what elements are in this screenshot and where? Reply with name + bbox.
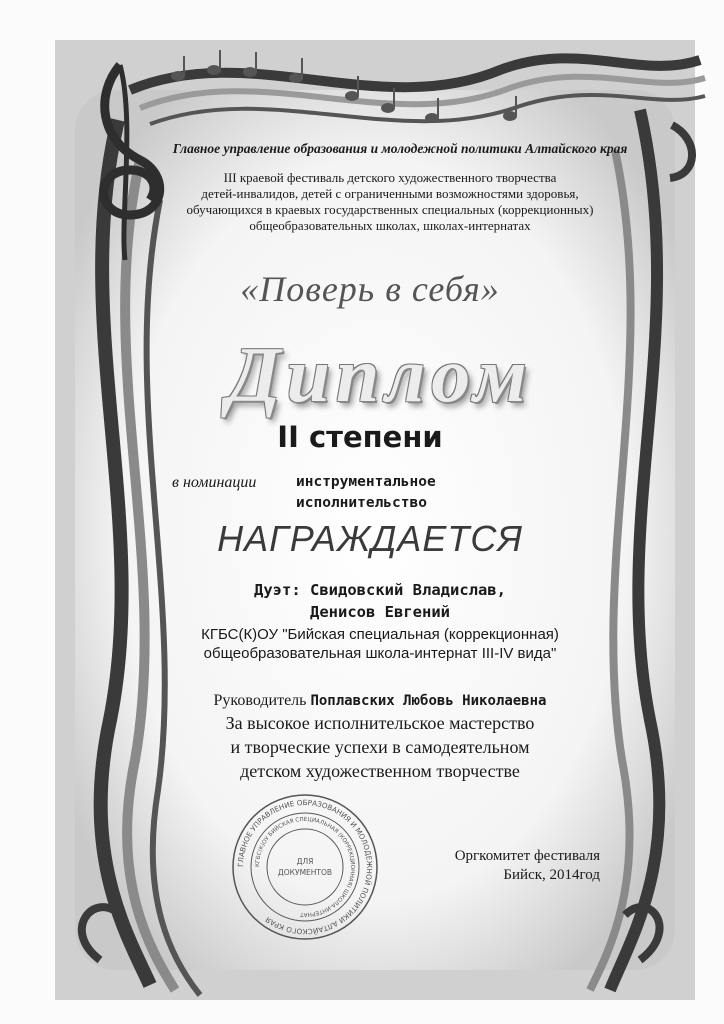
organization-name: Главное управление образования и молодежной политики Алтайского края — [172, 141, 628, 156]
school-line: общеобразовательная школа-интернат III-IV вида" — [203, 645, 557, 662]
nomination-value-line: исполнительство — [296, 495, 427, 511]
diploma-title: Диплом — [227, 331, 533, 418]
leader-label: Руководитель — [213, 692, 307, 709]
diploma-degree: II степени — [277, 420, 443, 454]
official-stamp — [230, 792, 380, 942]
leader-name: Поплавских Любовь Николаевна — [310, 693, 547, 709]
merit-line: За высокое исполнительское мастерство — [225, 713, 535, 733]
committee-line: Оргкомитет фестиваля — [454, 848, 600, 864]
school-line: КГБС(К)ОУ "Бийская специальная (коррекционная) — [201, 626, 559, 643]
stamp-inner-ring-text: КГБС(К)ОУ БИЙСКАЯ СПЕЦИАЛЬНАЯ (КОРРЕКЦИОННАЯ) ШКОЛА-ИНТЕРНАТ — [254, 816, 356, 918]
festival-line: обучающихся в краевых государственных специальных (коррекционных) — [186, 202, 594, 217]
festival-line: III краевой фестиваль детского художественного творчества — [223, 170, 557, 185]
stamp-ring-text: ГЛАВНОЕ УПРАВЛЕНИЕ ОБРАЗОВАНИЯ И МОЛОДЕЖНОЙ ПОЛИТИКИ АЛТАЙСКОГО КРАЯ — [235, 797, 375, 937]
stamp-inner-ring — [267, 829, 343, 905]
nomination-value — [296, 472, 536, 514]
festival-line: детей-инвалидов, детей с ограниченными возможностями здоровья, — [201, 186, 579, 201]
awarded-heading: НАГРАЖДАЕТСЯ — [217, 518, 523, 559]
stamp-center-line-1: ДЛЯ — [296, 857, 314, 866]
recipient-line-2: Денисов Евгений — [310, 603, 450, 621]
merit-statement — [150, 711, 610, 783]
nomination-value-line: инструментальное — [296, 474, 436, 490]
school-name — [150, 625, 610, 663]
committee-date: Бийск, 2014год — [503, 867, 600, 883]
stamp-center-line-2: ДОКУМЕНТОВ — [277, 868, 333, 877]
organizing-committee — [400, 847, 600, 885]
festival-line: общеобразовательных школах, школах-интернатах — [249, 218, 531, 233]
nomination-label: в номинации — [172, 474, 257, 491]
merit-line: и творческие успехи в самодеятельном — [230, 737, 530, 757]
festival-description — [150, 170, 630, 234]
stamp-outer-ring — [233, 795, 377, 939]
festival-slogan: «Поверь в себя» — [240, 269, 500, 309]
recipient-line-1: Дуэт: Свидовский Владислав, — [254, 581, 506, 599]
merit-line: детском художественном творчестве — [240, 761, 520, 781]
leader — [140, 692, 620, 710]
